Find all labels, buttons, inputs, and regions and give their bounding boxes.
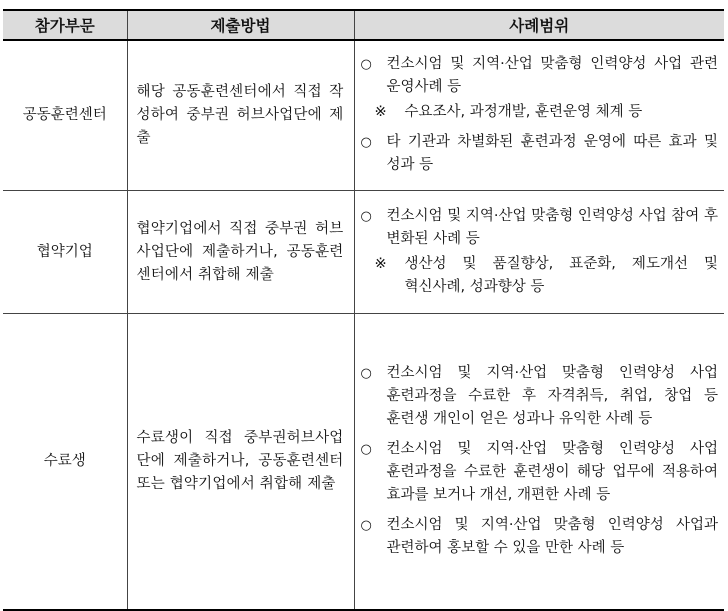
header-method: 제출방법 xyxy=(127,10,354,40)
method-cell: 협약기업에서 직접 중부권 허브사업단에 제출하거나, 공동훈련센터에서 취합해 제출 xyxy=(127,191,354,314)
circle-bullet-icon: ○ xyxy=(360,135,372,150)
scope-cell xyxy=(354,40,724,191)
method-cell: 해당 공동훈련센터에서 직접 작성하여 중부권 허브사업단에 제출 xyxy=(127,40,354,191)
reference-mark-icon: ※ xyxy=(374,255,387,272)
table-row xyxy=(3,191,724,314)
scope-item xyxy=(359,362,719,431)
table-header-row xyxy=(3,10,724,40)
table-row xyxy=(3,314,724,611)
reference-mark-icon: ※ xyxy=(374,104,387,120)
scope-cell xyxy=(354,191,724,314)
circle-bullet-icon: ○ xyxy=(360,57,372,72)
scope-item xyxy=(359,514,719,560)
scope-note xyxy=(359,101,719,124)
scope-item xyxy=(359,53,719,99)
circle-bullet-icon: ○ xyxy=(360,518,372,533)
submission-table xyxy=(3,9,724,611)
scope-note xyxy=(359,253,719,299)
table-row xyxy=(3,40,724,191)
scope-cell xyxy=(354,314,724,611)
category-cell: 수료생 xyxy=(3,314,127,611)
scope-item xyxy=(359,438,719,507)
scope-item-text: 컨소시엄 및 지역·산업 맞춤형 인력양성 사업 관련 운영사례 등 xyxy=(386,56,718,95)
scope-item xyxy=(359,205,719,251)
scope-item-text: 컨소시엄 및 지역·산업 맞춤형 인력양성 사업 훈련과정을 수료한 훈련생이 해당 업무에 적용하여 효과를 보거나 개선, 개편한 사례 등 xyxy=(386,441,718,503)
scope-item-text: 컨소시엄 및 지역·산업 맞춤형 인력양성 사업과 관련하여 홍보할 수 있을 만한 사례 등 xyxy=(386,517,718,556)
circle-bullet-icon: ○ xyxy=(360,366,372,381)
circle-bullet-icon: ○ xyxy=(360,442,372,457)
header-category: 참가부문 xyxy=(3,10,127,40)
category-cell: 협약기업 xyxy=(3,191,127,314)
category-cell: 공동훈련센터 xyxy=(3,40,127,191)
circle-bullet-icon: ○ xyxy=(360,208,372,224)
method-cell: 수료생이 직접 중부권허브사업단에 제출하거나, 공동훈련센터 또는 협약기업에서 취합해 제출 xyxy=(127,314,354,611)
header-scope: 사례범위 xyxy=(354,10,724,40)
scope-note-text: 수요조사, 과정개발, 훈련운영 체계 등 xyxy=(404,104,643,120)
scope-item-text: 컨소시엄 및 지역·산업 맞춤형 인력양성 사업 참여 후 변화된 사례 등 xyxy=(386,207,718,247)
scope-note-text: 생산성 및 품질향상, 표준화, 제도개선 및 혁신사례, 성과향상 등 xyxy=(404,255,718,295)
scope-item-text: 타 기관과 차별화된 훈련과정 운영에 따른 효과 및 성과 등 xyxy=(386,134,718,173)
scope-item xyxy=(359,131,719,177)
scope-item-text: 컨소시엄 및 지역·산업 맞춤형 인력양성 사업 훈련과정을 수료한 후 자격취득, 취업, 창업 등 훈련생 개인이 얻은 성과나 유익한 사례 등 xyxy=(386,365,718,427)
